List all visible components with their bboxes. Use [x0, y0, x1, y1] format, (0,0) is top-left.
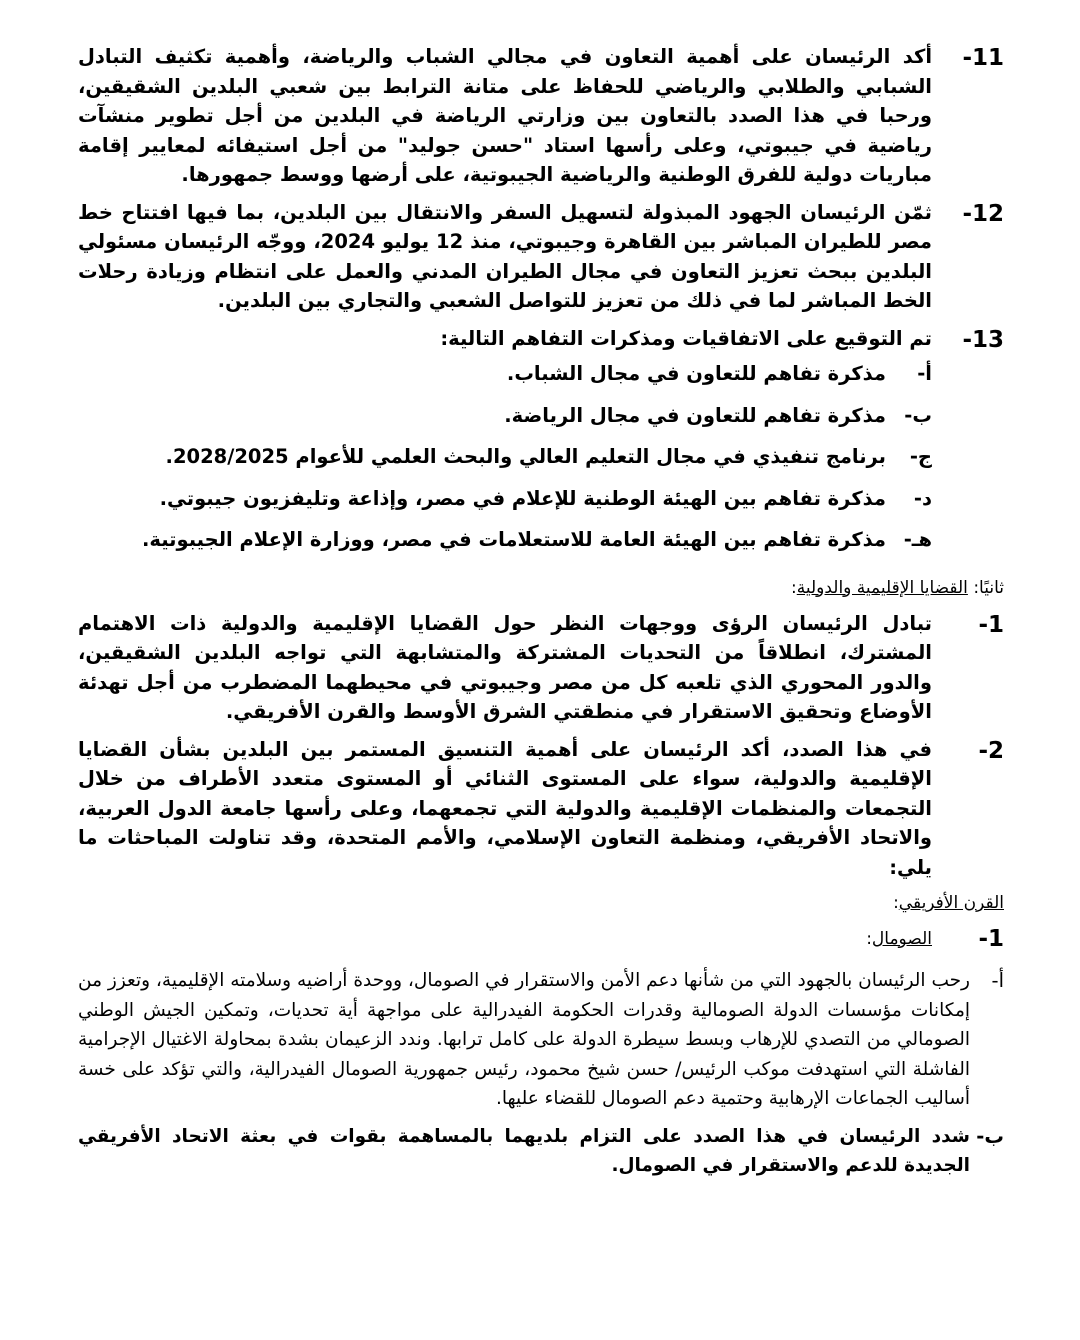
subsection-heading: [866, 926, 932, 952]
somalia-para-a: [78, 966, 1004, 1114]
clause-13: [78, 324, 1004, 567]
agreements-list: [78, 359, 932, 555]
para-letter: ب-: [976, 1124, 1004, 1148]
list-item: [78, 442, 932, 472]
list-item-letter: د-: [913, 486, 932, 510]
section-heading-horn-of-africa: [78, 890, 1004, 916]
list-item: [78, 401, 932, 431]
clause-text: ثمّن الرئيسان الجهود المبذولة لتسهيل السفر والانتقال بين البلدين، بما فيها افتتاح خط مصر للطيران المباشر بين القاهرة وجيبوتي، منذ 12 يوليو 2024، ووجّه الرئيسان مسئولي البلدين ببحث تعزيز التعاون في مجال الطيران المدني والعمل على انتظام وزيادة رحلات الخط المباشر لما في ذلك من تعزيز للتواصل الشعبي والتجاري بين البلدين.: [78, 200, 932, 312]
list-item: [78, 359, 932, 389]
subsection-number: 1-: [978, 926, 1004, 952]
clause-number: 2-: [978, 737, 1004, 764]
list-item: [78, 525, 932, 555]
somalia-para-b: [78, 1122, 1004, 1181]
document-page: [78, 42, 1004, 1189]
clause-number: 11-: [962, 45, 1004, 71]
list-item: [78, 484, 932, 514]
para-letter: أ-: [991, 969, 1004, 992]
clause-number: 1-: [978, 611, 1004, 638]
list-item-text: مذكرة تفاهم للتعاون في مجال الرياضة.: [504, 403, 886, 427]
para-text: شدد الرئيسان في هذا الصدد على التزام بلديهما بالمساهمة بقوات في بعثة الاتحاد الأفريقي الجديدة للدعم والاستقرار في الصومال.: [78, 1125, 970, 1176]
clause-regional-1: [78, 609, 1004, 727]
list-item-text: مذكرة تفاهم للتعاون في مجال الشباب.: [506, 362, 886, 385]
clause-regional-2: [78, 735, 1004, 883]
clause-text: تم التوقيع على الاتفاقيات ومذكرات التفاهم التالية:: [440, 326, 932, 350]
clause-number: 12-: [962, 200, 1004, 227]
clause-text: في هذا الصدد، أكد الرئيسان على أهمية التنسيق المستمر بين البلدين بشأن القضايا الإقليمية والدولية، سواء على المستوى الثنائي أو المستوى متعدد الأطراف من خلال التجمعات والمنظمات الإقليمية والدولية التي تجمعهما، وعلى رأسها جامعة الدول العربية، والاتحاد الأفريقي، ومنظمة التعاون الإسلامي، والأمم المتحدة، وقد تناولت المباحثات ما يلي:: [78, 737, 932, 879]
section-label: القرن الأفريقي: [898, 893, 1004, 913]
list-item-letter: أ-: [917, 362, 932, 385]
section-prefix: ثانيًا:: [973, 577, 1004, 598]
list-item-letter: ب-: [904, 403, 932, 427]
clause-text: تبادل الرئيسان الرؤى ووجهات النظر حول القضايا الإقليمية والدولية ذات الاهتمام المشترك، انطلاقاً من التحديات المشتركة والمتشابهة التي تواجه البلدين الشقيقين، والدور المحوري الذي تلعبه كل من مصر وجيبوتي في محيطهما المضطرب من أجل تهدئة الأوضاع وتحقيق الاستقرار في منطقتي الشرق الأوسط والقرن الأفريقي.: [78, 611, 932, 723]
list-item-letter: ج-: [909, 445, 932, 468]
list-item-text: مذكرة تفاهم بين الهيئة الوطنية للإعلام في مصر، وإذاعة وتليفزيون جيبوتي.: [159, 486, 886, 510]
list-item-text: مذكرة تفاهم بين الهيئة العامة للاستعلامات في مصر، ووزارة الإعلام الجيبوتية.: [141, 528, 886, 551]
clause-text: أكد الرئيسان على أهمية التعاون في مجالي الشباب والرياضة، وأهمية تكثيف التبادل الشبابي والطلابي والرياضي للحفاظ على متانة الترابط بين شعبي البلدين الشقيقين، ورحبا في هذا الصدد بالتعاون بين وزارتي الرياضة في البلدين من أجل تطوير منشآت رياضية في جيبوتي، وعلى رأسها استاد "حسن جوليد" من أجل استيفائه لمعايير إقامة مباريات دولية للفرق الوطنية والرياضية الجيبوتية، على أرضها ووسط جمهورها.: [78, 45, 932, 186]
clause-12: [78, 198, 1004, 316]
section-colon: :: [790, 577, 797, 598]
subsection-colon: :: [866, 929, 872, 949]
section-label: القضايا الإقليمية والدولية: [796, 577, 968, 598]
subsection-label: الصومال: [871, 929, 932, 949]
para-text: رحب الرئيسان بالجهود التي من شأنها دعم الأمن والاستقرار في الصومال، ووحدة أراضيه وسلامته الإقليمية، وتعزز من إمكانات مؤسسات الدولة الصومالية وقدرات الحكومة الفيدرالية على مواجهة أية تحديات، وتمكين الجيش الوطني الصومالي من التصدي للإرهاب وبسط سيطرة الدولة على كامل ترابها. وندد الزعيمان بشدة بمحاولة الاغتيال الإجرامية الفاشلة التي استهدفت موكب الرئيس/ حسن شيخ محمود، رئيس جمهورية الصومال الفيدرالية، والتي تؤكد على خسة أساليب الجماعات الإرهابية وحتمية دعم الصومال للقضاء عليها.: [78, 970, 970, 1109]
list-item-text: برنامج تنفيذي في مجال التعليم العالي والبحث العلمي للأعوام 2028/2025.: [165, 445, 886, 468]
clause-11: [78, 42, 1004, 190]
clause-body: [78, 324, 932, 567]
section-colon: :: [893, 893, 899, 913]
subsection-somalia: [78, 924, 1004, 954]
section-heading-regional-international: [78, 575, 1004, 601]
list-item-letter: هـ-: [903, 528, 932, 551]
clause-number: 13-: [962, 326, 1004, 353]
